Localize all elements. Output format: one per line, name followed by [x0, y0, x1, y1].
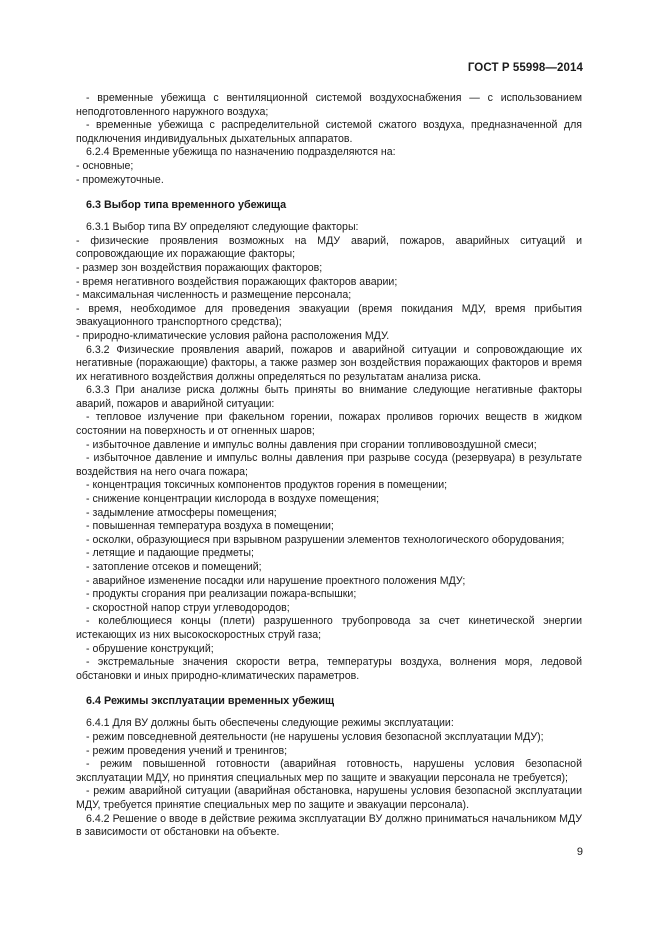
- paragraph: - режим аварийной ситуации (аварийная обстановка, нарушены условия безопасной эксплуатации МДУ, требуется принятие специальных мер по защите и эвакуации персонала).: [76, 785, 582, 811]
- section-6-2-continuation: [76, 92, 582, 187]
- section-6-4: [76, 717, 582, 839]
- paragraph: 6.4.1 Для ВУ должны быть обеспечены следующие режимы эксплуатации:: [86, 717, 454, 730]
- paragraph: - режим повседневной деятельности (не нарушены условия безопасной эксплуатации МДУ);: [86, 730, 544, 743]
- paragraph: - тепловое излучение при факельном горении, пожарах проливов горючих веществ в жидком состоянии на поверхность и от огненных шаров;: [76, 411, 582, 438]
- paragraph: - временные убежища с вентиляционной системой воздухоснабжения — с использованием неподготовленного наружного воздуха;: [76, 92, 582, 118]
- paragraph: 6.3.1 Выбор типа ВУ определяют следующие факторы:: [86, 221, 359, 234]
- paragraph: - размер зон воздействия поражающих факторов;: [76, 261, 323, 274]
- paragraph: - время, необходимое для проведения эвакуации (время покидания МДУ, время прибытия эвакуационного транспортного средства);: [76, 302, 582, 329]
- paragraph: - режим повышенной готовности (аварийная готовность, нарушены условия безопасной эксплуатации МДУ, но принятия специальных мер по защите и эвакуации персонала не требуется);: [76, 758, 582, 784]
- paragraph: 6.4.2 Решение о вводе в действие режима эксплуатации ВУ должно приниматься начальником МДУ в зависимости от обстановки на объекте.: [76, 812, 582, 839]
- document-body: [76, 92, 582, 840]
- paragraph: - время негативного воздействия поражающих факторов аварии;: [76, 275, 398, 288]
- paragraph: - летящие и падающие предметы;: [86, 547, 254, 560]
- section-heading-6-4: 6.4 Режимы эксплуатации временных убежищ: [86, 695, 335, 708]
- section-6-3: [76, 221, 582, 683]
- paragraph: - максимальная численность и размещение персонала;: [76, 289, 352, 302]
- paragraph: - повышенная температура воздуха в помещении;: [86, 520, 334, 533]
- paragraph: 6.3.3 При анализе риска должны быть приняты во внимание следующие негативные факторы аварий, пожаров и аварийной ситуации:: [76, 384, 582, 410]
- paragraph: - концентрация токсичных компонентов продуктов горения в помещении;: [86, 479, 448, 492]
- paragraph: - затопление отсеков и помещений;: [86, 561, 262, 573]
- paragraph: - режим проведения учений и тренингов;: [86, 744, 288, 757]
- paragraph: - избыточное давление и импульс волны давления при разрыве сосуда (резервуара) в результате воздействия на него очага пожара;: [76, 452, 582, 478]
- paragraph: - избыточное давление и импульс волны давления при сгорании топливовоздушной смеси;: [86, 438, 537, 451]
- paragraph: - промежуточные.: [76, 173, 164, 186]
- page-number: 9: [576, 846, 583, 858]
- paragraph: - снижение концентрации кислорода в воздухе помещения;: [86, 493, 380, 506]
- standard-header: ГОСТ Р 55998—2014: [467, 62, 583, 74]
- paragraph: 6.3.2 Физические проявления аварий, пожаров и аварийной ситуации и сопровождающие их негативные (поражающие) факторы, а также размер зон воздействия поражающих факторов и время их негативного воздействия должны определяться по результатам анализа риска.: [76, 343, 582, 383]
- paragraph: - основные;: [76, 159, 134, 172]
- paragraph: - задымление атмосферы помещения;: [86, 506, 277, 519]
- paragraph: 6.2.4 Временные убежища по назначению подразделяются на:: [86, 146, 396, 159]
- paragraph: - продукты сгорания при реализации пожара-вспышки;: [86, 588, 357, 601]
- paragraph: - физические проявления возможных на МДУ аварий, пожаров, аварийных ситуаций и сопровождающие их поражающие факторы;: [76, 234, 582, 261]
- paragraph: - аварийное изменение посадки или нарушение проектного положения МДУ;: [86, 574, 466, 587]
- paragraph: - скоростной напор струи углеводородов;: [86, 601, 290, 614]
- paragraph: - экстремальные значения скорости ветра, температуры воздуха, волнения моря, ледовой обстановки и иных природно-климатических параметров.: [76, 656, 582, 682]
- section-heading-6-3: 6.3 Выбор типа временного убежища: [86, 199, 287, 212]
- paragraph: - колеблющиеся концы (плети) разрушенного трубопровода за счет кинетической энергии истекающих из них высокоскоростных струй газа;: [76, 615, 582, 641]
- paragraph: - обрушение конструкций;: [86, 642, 214, 655]
- paragraph: - осколки, образующиеся при взрывном разрушении элементов технологического оборудования;: [86, 533, 565, 546]
- paragraph: - временные убежища с распределительной системой сжатого воздуха, предназначенной для подключения индивидуальных дыхательных аппаратов.: [76, 119, 582, 145]
- paragraph: - природно-климатические условия района расположения МДУ.: [76, 329, 390, 342]
